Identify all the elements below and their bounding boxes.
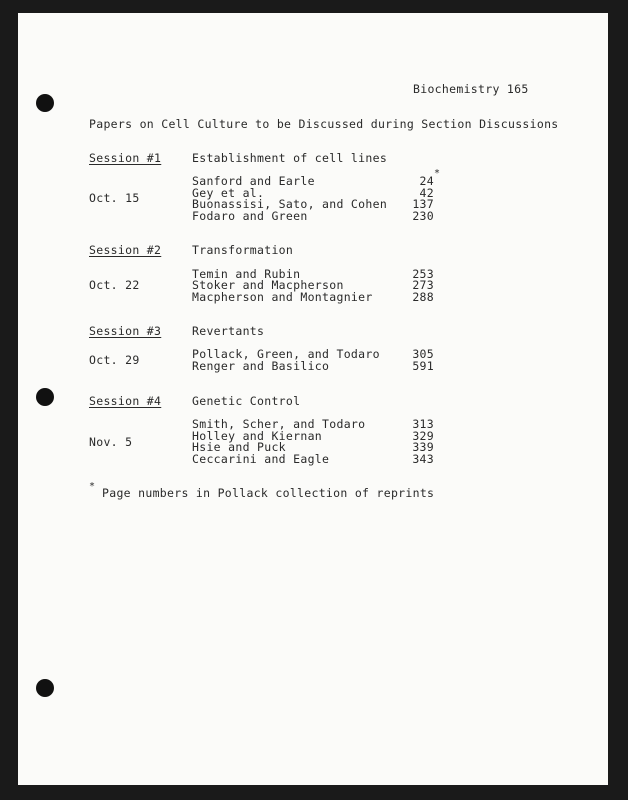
session-topic: Transformation [192, 243, 294, 257]
session-date: Oct. 29 [89, 353, 140, 367]
session-label: Session #2 [89, 243, 162, 257]
paper-page: 343 [412, 452, 434, 466]
paper-page: 137 [412, 197, 434, 211]
footnote-marker: * [434, 168, 441, 179]
paper-page: 42 [419, 186, 434, 200]
paper-authors: Hsie and Puck [192, 440, 286, 454]
session-topic: Establishment of cell lines [192, 151, 388, 165]
paper-authors: Stoker and Macpherson [192, 278, 344, 292]
paper-authors: Fodaro and Green [192, 209, 308, 223]
paper-page: 230 [412, 209, 434, 223]
paper-authors: Gey et al. [192, 186, 265, 200]
punch-hole [36, 679, 54, 697]
paper-page: 313 [412, 417, 434, 431]
paper-page: 288 [412, 290, 434, 304]
paper-authors: Smith, Scher, and Todaro [192, 417, 366, 431]
paper-page: 273 [412, 278, 434, 292]
punch-hole [36, 388, 54, 406]
session-date: Oct. 22 [89, 278, 140, 292]
course-name: Biochemistry 165 [413, 82, 529, 96]
footnote-text: Page numbers in Pollack collection of reprints [102, 486, 435, 500]
paper-authors: Ceccarini and Eagle [192, 452, 330, 466]
paper-authors: Temin and Rubin [192, 267, 301, 281]
paper-page: 339 [412, 440, 434, 454]
paper-authors: Renger and Basilico [192, 359, 330, 373]
paper-authors: Pollack, Green, and Todaro [192, 347, 380, 361]
paper-page: 591 [412, 359, 434, 373]
session-label: Session #3 [89, 324, 162, 338]
session-label: Session #1 [89, 151, 162, 165]
session-topic: Genetic Control [192, 394, 301, 408]
session-topic: Revertants [192, 324, 265, 338]
page-title: Papers on Cell Culture to be Discussed during Section Discussions [89, 117, 559, 131]
paper-authors: Buonassisi, Sato, and Cohen [192, 197, 388, 211]
paper-page: 24 [419, 174, 434, 188]
punch-hole [36, 94, 54, 112]
session-date: Nov. 5 [89, 435, 133, 449]
paper-authors: Holley and Kiernan [192, 429, 323, 443]
footnote-marker: * [89, 481, 96, 492]
paper-authors: Sanford and Earle [192, 174, 315, 188]
paper-page: 253 [412, 267, 434, 281]
session-label: Session #4 [89, 394, 162, 408]
session-date: Oct. 15 [89, 191, 140, 205]
paper-page: 329 [412, 429, 434, 443]
paper-page: 305 [412, 347, 434, 361]
paper-authors: Macpherson and Montagnier [192, 290, 373, 304]
